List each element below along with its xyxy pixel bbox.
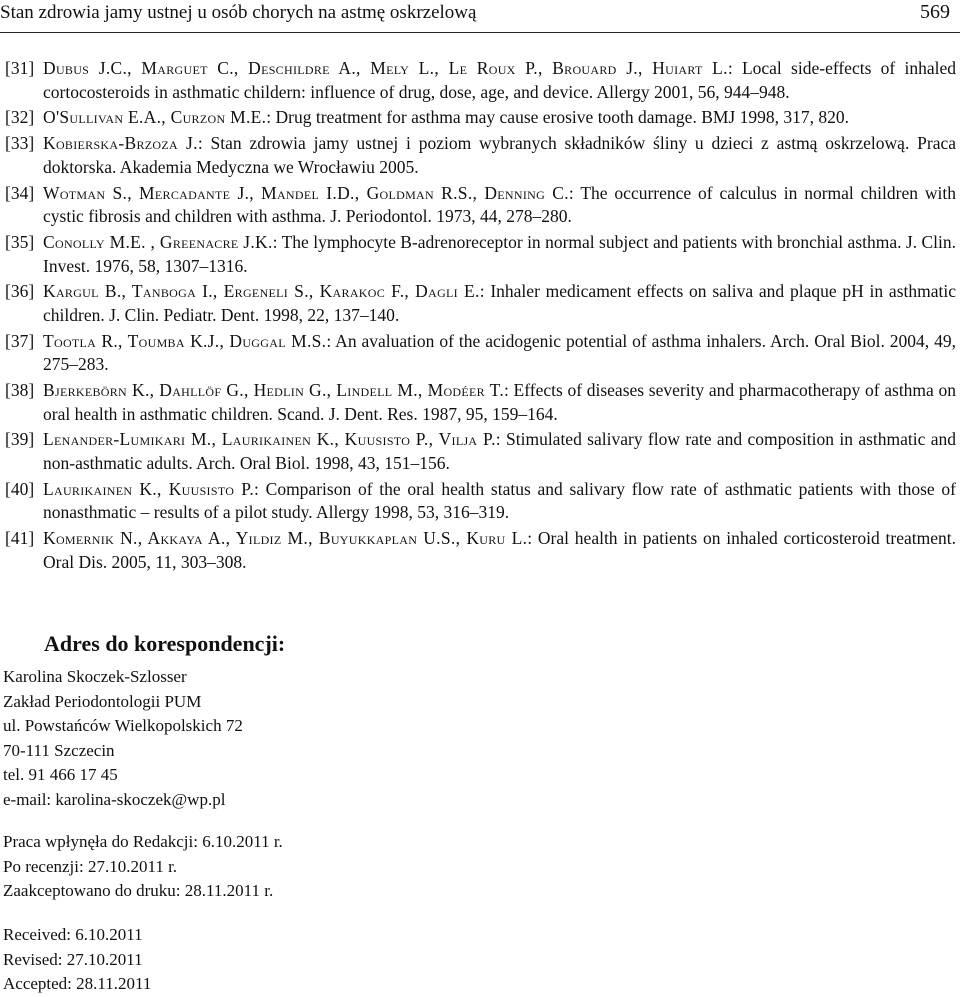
reference-text: : Local side-effects of inhaled cortocosteroids in asthmatic childern: influence of drug, dose, age, and device. Allergy 2001, 56, 944–948. (43, 58, 956, 102)
date-received-en: Received: 6.10.2011 (3, 925, 143, 944)
reference-text: : Inhaler medicament effects on saliva and plaque pH in asthmatic children. J. Clin. Pediatr. Dent. 1998, 22, 137–140. (43, 281, 956, 325)
reference-text: : The occurrence of calculus in normal children with cystic fibrosis and children with asthma. J. Periodontol. 1973, 44, 278–280. (43, 182, 956, 227)
correspondence-email: e-mail: karolina-skoczek@wp.pl (3, 789, 226, 809)
running-header (0, 0, 960, 30)
date-revised-pl: Po recenzji: 27.10.2011 r. (3, 856, 178, 876)
reference-text: : Stimulated salivary flow rate and composition in asthmatic and non-asthmatic adults. Arch. Oral Biol. 1998, 43, 151–156. (43, 429, 956, 473)
reference-number: [38] (5, 380, 35, 401)
date-revised-en: Revised: 27.10.2011 (3, 949, 143, 969)
reference-text: : Effects of diseases severity and pharmacotherapy of asthma on oral health in asthmatic children. Scand. J. Dent. Res. 1987, 95, 159–164. (43, 380, 956, 424)
reference-item (0, 231, 956, 278)
reference-text: : Comparison of the oral health status and salivary flow rate of asthmatic patients with those of nonasthmatic – results of a pilot study. Allergy 1998, 53, 316–319. (43, 478, 956, 523)
reference-item (0, 57, 956, 104)
reference-text: : Drug treatment for asthma may cause erosive tooth damage. BMJ 1998, 317, 820. (266, 107, 849, 128)
correspondence-street: ul. Powstańców Wielkopolskich 72 (3, 716, 243, 735)
reference-authors: Komernik N., Akkaya A., Yildiz M., Buyukkaplan U.S., Kuru L. (43, 528, 528, 549)
date-accepted-en: Accepted: 28.11.2011 (3, 974, 152, 993)
reference-text: : Stan zdrowia jamy ustnej i poziom wybranych składników śliny u dzieci z astmą oskrzelową. Praca doktorska. Akademia Medyczna we Wrocławiu 2005. (43, 133, 956, 177)
reference-number: [36] (5, 281, 35, 302)
reference-item (0, 478, 956, 525)
reference-text: : Oral health in patients on inhaled corticosteroid treatment. Oral Dis. 2005, 11, 303–308. (43, 528, 956, 572)
reference-item (0, 379, 956, 426)
header-rule (0, 32, 960, 33)
correspondence-heading: Adres do korespondencji: (44, 631, 286, 656)
reference-authors: Kobierska-Brzoza J. (43, 133, 198, 154)
reference-authors: Dubus J.C., Marguet C., Deschildre A., Mely L., Le Roux P., Brouard J., Huiart L. (43, 58, 728, 78)
reference-item (0, 280, 956, 327)
correspondence-department: Zakład Periodontologii PUM (3, 691, 202, 711)
reference-number: [39] (5, 429, 35, 450)
reference-authors: Tootla R., Toumba K.J., Duggal M.S. (43, 330, 327, 351)
date-accepted-pl: Zaakceptowano do druku: 28.11.2011 r. (3, 881, 274, 900)
reference-authors: Wotman S., Mercadante J., Mandel I.D., Goldman R.S., Denning C. (43, 182, 569, 203)
reference-number: [34] (5, 182, 35, 203)
reference-item (0, 330, 956, 377)
correspondence-city: 70-111 Szczecin (3, 740, 115, 760)
reference-number: [33] (5, 133, 35, 154)
reference-authors: Lenander-Lumikari M., Laurikainen K., Kuusisto P., Vilja P. (43, 429, 496, 450)
reference-item (0, 132, 956, 179)
reference-item (0, 182, 956, 229)
reference-number: [37] (5, 330, 35, 351)
correspondence-name: Karolina Skoczek-Szlosser (3, 667, 187, 686)
reference-item (0, 527, 956, 574)
reference-text: : An avaluation of the acidogenic potential of asthma inhalers. Arch. Oral Biol. 2004, 49, 275–283. (43, 330, 956, 375)
reference-number: [32] (5, 107, 35, 128)
reference-item (0, 106, 956, 130)
reference-authors: O'Sullivan E.A., Curzon M.E. (43, 107, 267, 128)
reference-item (0, 428, 956, 475)
reference-authors: Bjerkebörn K., Dahllöf G., Hedlin G., Lindell M., Modéer T. (43, 380, 504, 401)
dates-polish (3, 830, 283, 904)
reference-text: : The lymphocyte B-adrenoreceptor in normal subject and patients with bronchial asthma. J. Clin. Invest. 1976, 58, 1307–1316. (43, 231, 956, 276)
page-number: 569 (920, 1, 950, 23)
reference-authors: Kargul B., Tanboga I., Ergeneli S., Karakoc F., Dagli E. (43, 281, 480, 302)
correspondence-address (3, 665, 243, 812)
reference-list (0, 57, 956, 577)
reference-authors: Conolly M.E. , Greenacre J.K. (43, 231, 273, 252)
reference-number: [41] (5, 528, 35, 549)
reference-number: [40] (5, 478, 35, 499)
running-title: Stan zdrowia jamy ustnej u osób chorych na astmę oskrzelową (0, 2, 477, 23)
date-received-pl: Praca wpłynęła do Redakcji: 6.10.2011 r. (3, 832, 283, 851)
reference-number: [35] (5, 231, 35, 252)
dates-english (3, 923, 151, 997)
reference-authors: Laurikainen K., Kuusisto P. (43, 478, 255, 499)
reference-number: [31] (5, 58, 35, 78)
correspondence-phone: tel. 91 466 17 45 (3, 765, 118, 784)
